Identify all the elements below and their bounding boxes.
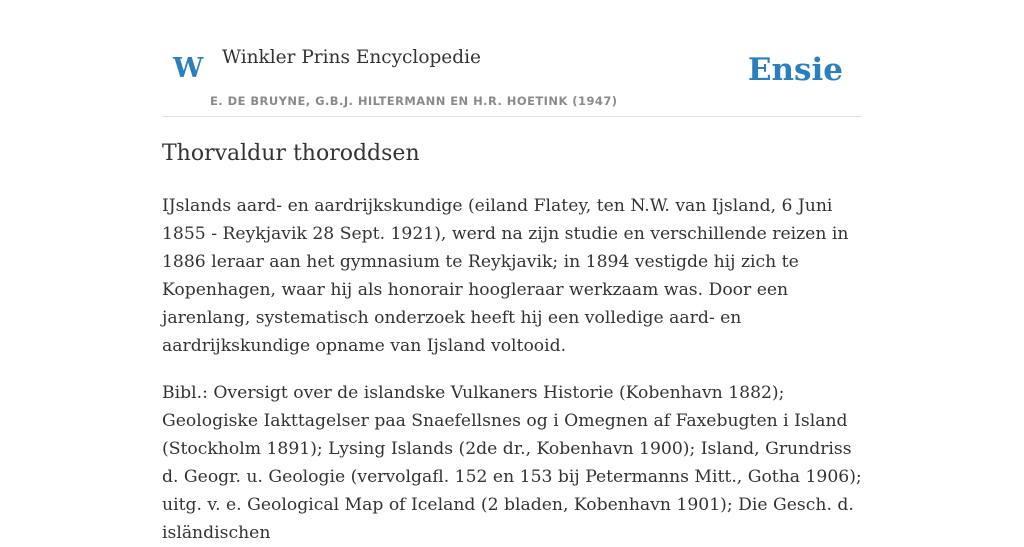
- bibliography-paragraph: Bibl.: Oversigt over de islandske Vulkaners Historie (Kobenhavn 1882); Geologiske Iakttagelser paa Snaefellsnes og i Omegnen af Faxebugten i Island (Stockholm 1891); Lysing Islands (2de dr., Kobenhavn 1900); Island, Grundriss d. Geogr. u. Geologie (vervolgafl. 152 en 153 bij Petermanns Mitt., Gotha 1906); uitg. v. e. Geological Map of Iceland (2 bladen, Kobenhavn 1901); Die Gesch. d. isländischen: [162, 383, 862, 543]
- source-header: [162, 0, 862, 117]
- source-title[interactable]: Winkler Prins Encyclopedie: [222, 47, 481, 68]
- brand-logo[interactable]: Ensie: [747, 52, 843, 88]
- article-paragraph: IJslands aard- en aardrijkskundige (eiland Flatey, ten N.W. van Ijsland, 6 Juni 1855 - Reykjavik 28 Sept. 1921), werd na zijn studie en verschillende reizen in 1886 leraar aan het gymnasium te Reykjavik; in 1894 vestigde hij zich te Kopenhagen, waar hij als honorair hoogleraar werkzaam was. Door een jarenlang, systematisch onderzoek heeft hij een volledige aard- en aardrijkskundige opname van Ijsland voltooid.: [162, 196, 849, 356]
- article: [162, 137, 862, 547]
- source-logo[interactable]: W: [173, 53, 204, 84]
- source-authors: E. DE BRUYNE, G.B.J. HILTERMANN EN H.R. HOETINK (1947): [210, 94, 618, 108]
- article-title: Thorvaldur thoroddsen: [162, 141, 420, 166]
